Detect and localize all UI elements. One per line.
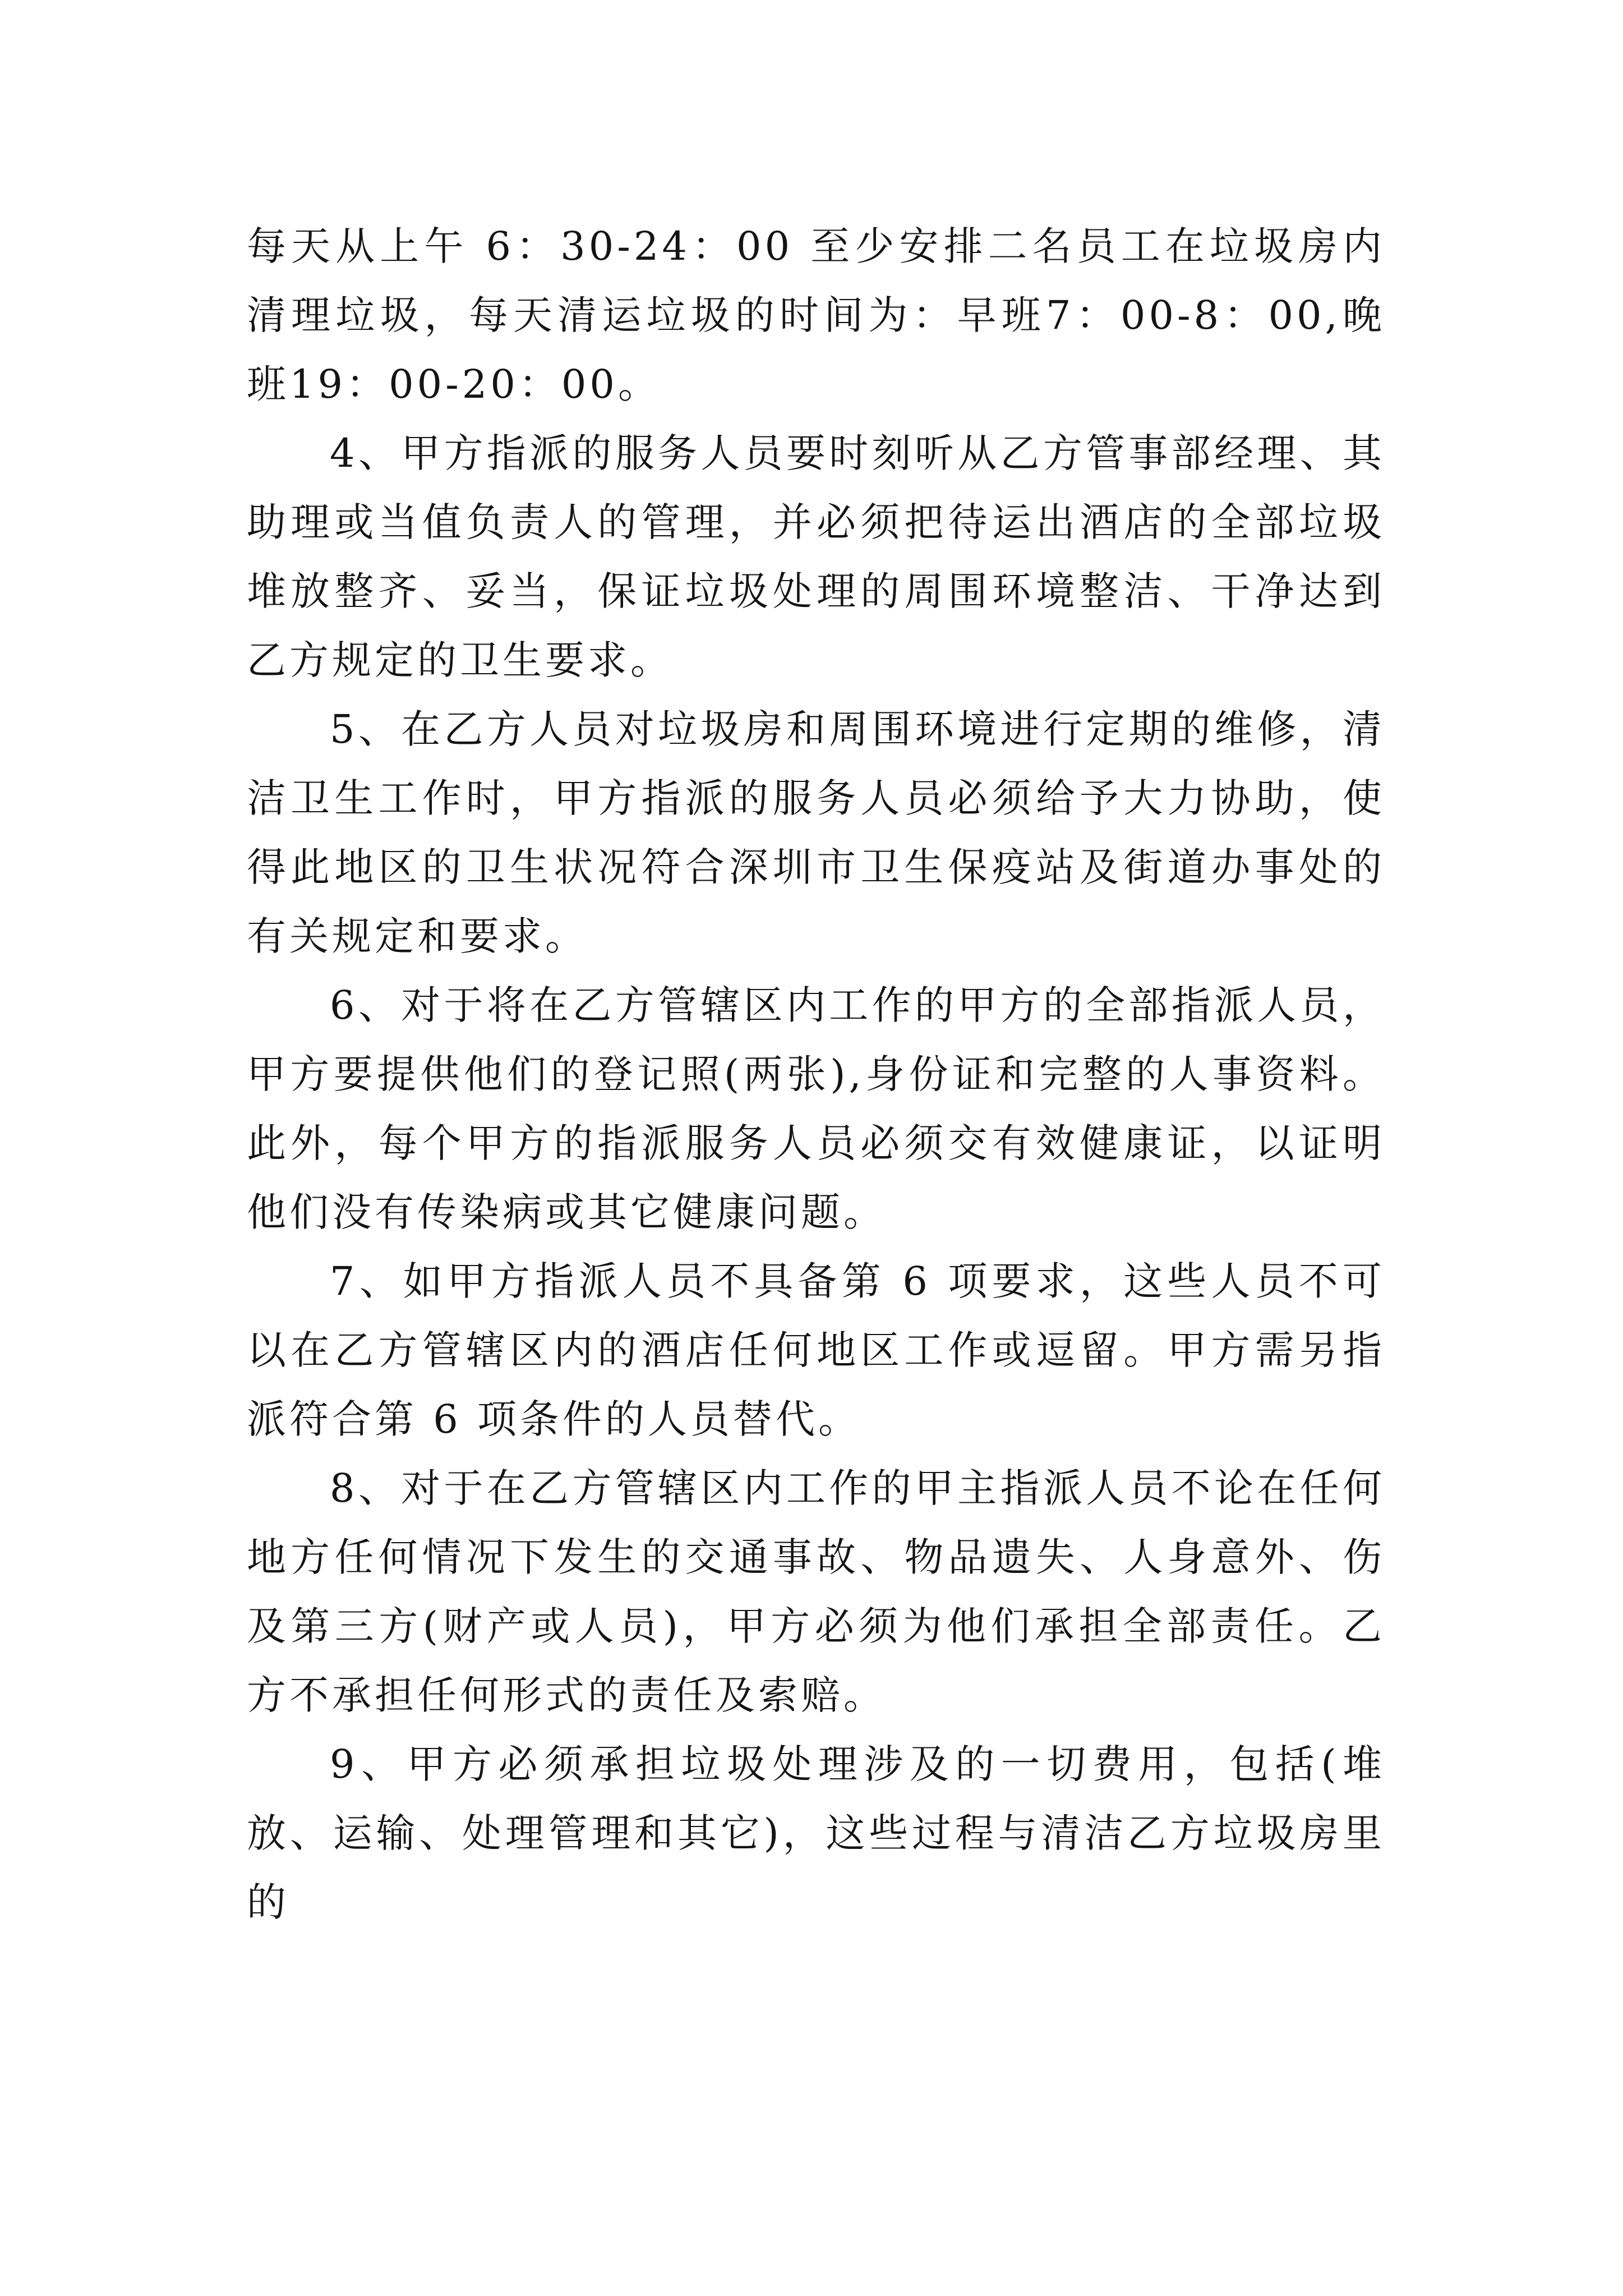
paragraph-item-8: 8、对于在乙方管辖区内工作的甲主指派人员不论在任何地方任何情况下发生的交通事故、物品遗失、人身意外、伤及第三方(财产或人员)，甲方必须为他们承担全部责任。乙方不承担任何形式的责任及索赔。 (247, 1465, 1385, 1718)
paragraph-item-7: 7、如甲方指派人员不具备第 6 项要求，这些人员不可以在乙方管辖区内的酒店任何地区工作或逗留。甲方需另指派符合第 6 项条件的人员替代。 (247, 1258, 1385, 1442)
paragraph-item-6: 6、对于将在乙方管辖区内工作的甲方的全部指派人员，甲方要提供他们的登记照(两张),身份证和完整的人事资料。此外，每个甲方的指派服务人员必须交有效健康证，以证明他们没有传染病或其它健康问题。 (247, 982, 1385, 1235)
paragraph-item-9: 9、甲方必须承担垃圾处理涉及的一切费用，包括(堆放、运输、处理管理和其它)，这些过程与清洁乙方垃圾房里的 (247, 1741, 1385, 1925)
paragraph-item-5: 5、在乙方人员对垃圾房和周围环境进行定期的维修，清洁卫生工作时，甲方指派的服务人员必须给予大力协助，使得此地区的卫生状况符合深圳市卫生保疫站及街道办事处的有关规定和要求。 (247, 706, 1385, 959)
document-body (247, 212, 1385, 1937)
paragraph-item-4: 4、甲方指派的服务人员要时刻听从乙方管事部经理、其助理或当值负责人的管理，并必须把待运出酒店的全部垃圾堆放整齐、妥当，保证垃圾处理的周围环境整洁、干净达到乙方规定的卫生要求。 (247, 430, 1385, 683)
paragraph-continuation: 每天从上午 6：30-24：00 至少安排二名员工在垃圾房内清理垃圾，每天清运垃圾的时间为：早班7：00-8：00,晚班19：00-20：00。 (247, 223, 1385, 407)
